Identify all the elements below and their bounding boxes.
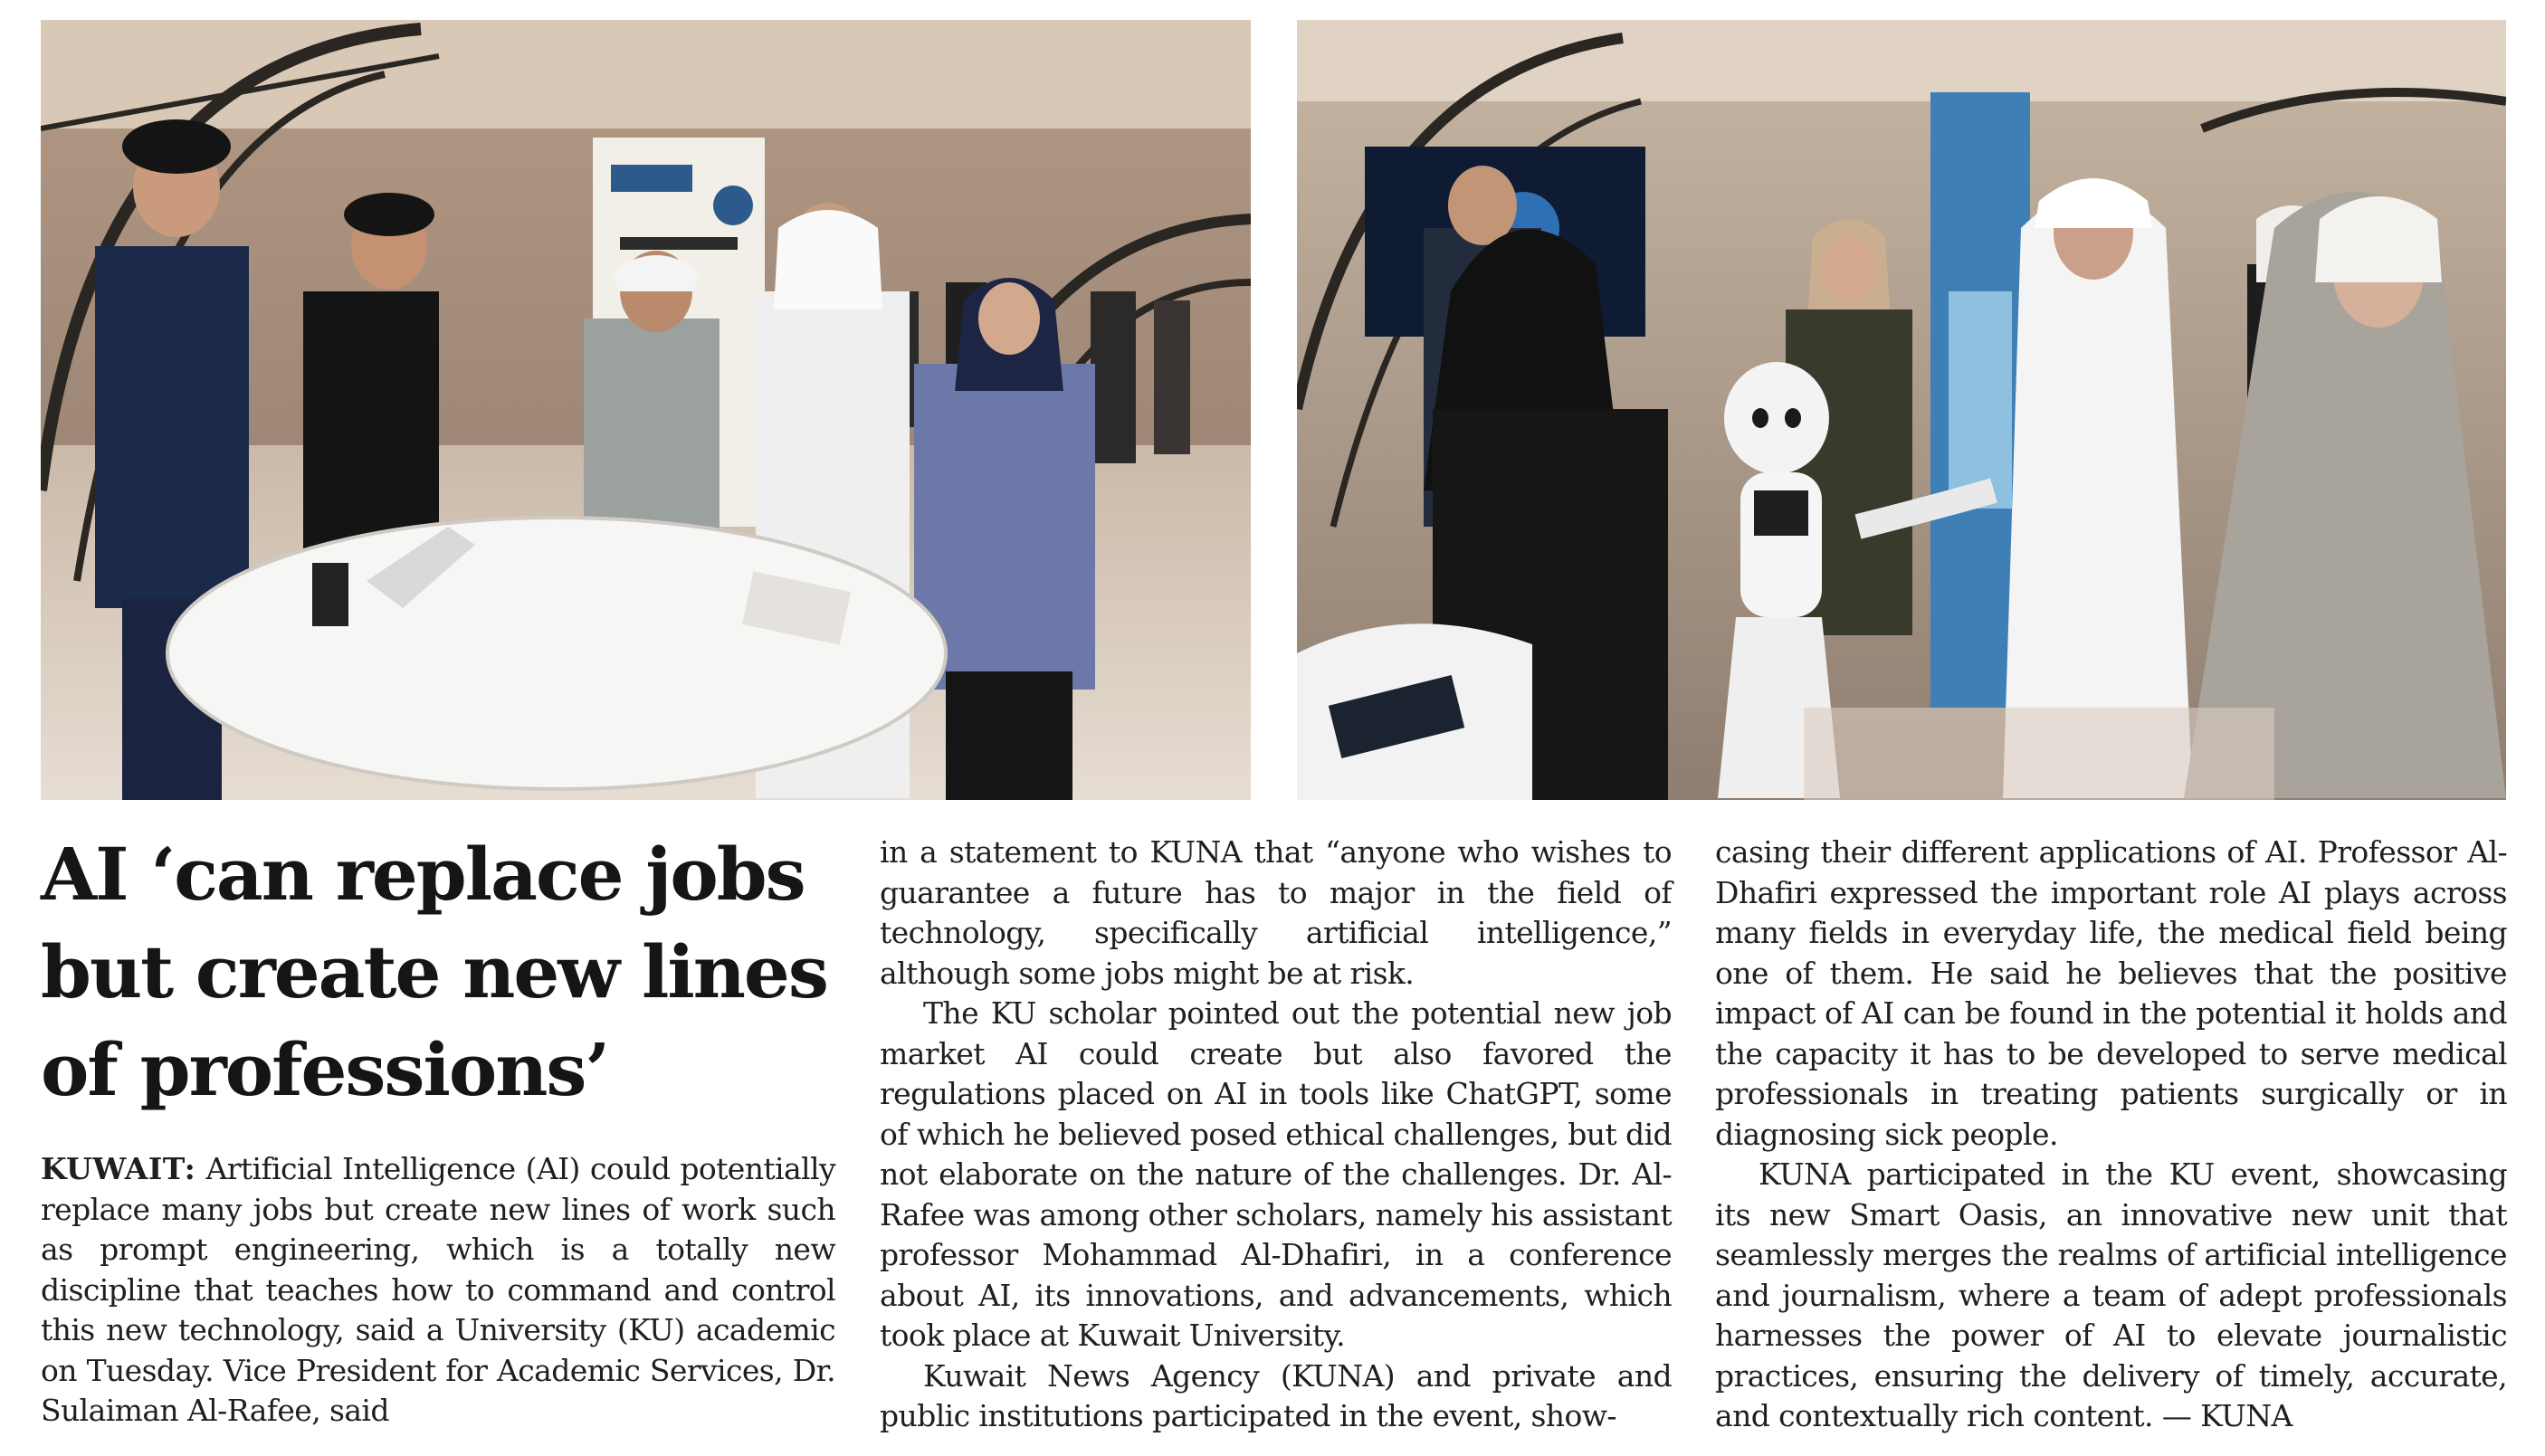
article-column-1 xyxy=(41,1149,835,1432)
paragraph: The KU scholar pointed out the potential new job market AI could create but also favored the regulations placed on AI in tools like ChatGPT, some of which he believed posed ethical challenges, but did not elaborate on the nature of the challenges. Dr. Al-Rafee was among other scholars, namely his assistant professor Mohammad Al-Dhafiri, in a conference about AI, its innovations, and advancements, which took place at Kuwait University. xyxy=(880,995,1672,1353)
article-column-3 xyxy=(1715,833,2507,1437)
article-column-2 xyxy=(880,833,1672,1437)
dateline: KUWAIT: xyxy=(41,1151,196,1186)
paragraph: casing their different applications of AI. Professor Al-Dhafiri expressed the important role AI plays across many fields in everyday life, the medical field being one of them. He said he believes that the positive impact of AI can be found in the potential it holds and the capacity it has to be developed to serve medical professionals in treating patients surgically or in diagnosing sick people. xyxy=(1715,834,2507,1152)
photo-right-illustration xyxy=(1297,20,2506,800)
photo-right-robot-handshake xyxy=(1297,20,2506,800)
paragraph-text: Artificial Intelligence (AI) could potentially replace many jobs but create new lines of work such as prompt engineering, which is a totally new discipline that teaches how to command and control this new technology, said a University (KU) academic on Tuesday. Vice President for Academic Services, Dr. Sulaiman Al-Rafee, said xyxy=(41,1151,836,1428)
paragraph: Kuwait News Agency (KUNA) and private and public institutions participated in the event, show- xyxy=(880,1357,1672,1433)
photo-left-illustration xyxy=(41,20,1251,800)
paragraph xyxy=(41,1149,835,1432)
paragraph: in a statement to KUNA that “anyone who wishes to guarantee a future has to major in the field of technology, specifically artificial intelligence,” although some jobs might be at risk. xyxy=(880,834,1672,991)
paragraph: KUNA participated in the KU event, showcasing its new Smart Oasis, an innovative new unit that seamlessly merges the realms of artificial intelligence and journalism, where a team of adept professionals harnesses the power of AI to elevate journalistic practices, ensuring the delivery of timely, accurate, and contextually rich content. — KUNA xyxy=(1715,1156,2507,1433)
headline: AI ‘can replace jobs but create new lines of professions’ xyxy=(41,832,827,1112)
photo-left-officers-at-table xyxy=(41,20,1251,800)
